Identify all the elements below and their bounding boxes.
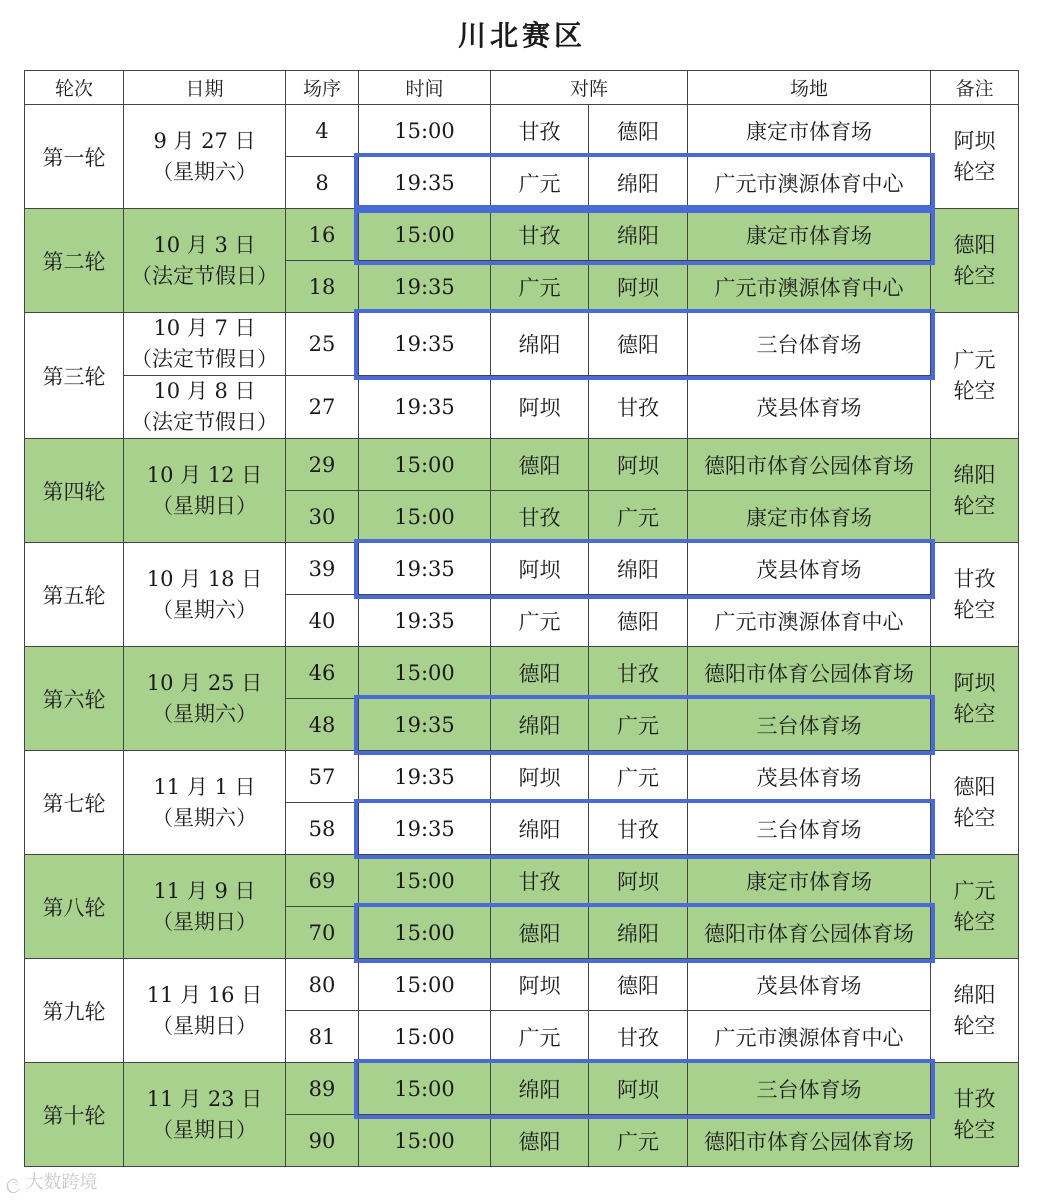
round-name: 第六轮 bbox=[25, 647, 124, 751]
line: 11 月 9 日 bbox=[153, 878, 256, 903]
away-team: 广元 bbox=[589, 699, 688, 751]
line: （星期六） bbox=[152, 159, 257, 184]
away-team: 德阳 bbox=[589, 595, 688, 647]
match-date bbox=[124, 313, 286, 376]
match-time: 15:00 bbox=[359, 907, 491, 959]
note-line: 甘孜 bbox=[953, 1086, 996, 1111]
note-line: 轮空 bbox=[953, 909, 996, 934]
line: 10 月 12 日 bbox=[146, 462, 263, 487]
match-seq: 58 bbox=[286, 803, 359, 855]
note-line: 德阳 bbox=[953, 774, 996, 799]
note-line: 广元 bbox=[953, 878, 996, 903]
match-seq: 16 bbox=[286, 209, 359, 261]
note-line: 轮空 bbox=[953, 805, 996, 830]
match-seq: 90 bbox=[286, 1115, 359, 1167]
match-time: 19:35 bbox=[359, 699, 491, 751]
venue: 康定市体育场 bbox=[688, 209, 931, 261]
bye-note bbox=[931, 209, 1019, 313]
bye-note bbox=[931, 647, 1019, 751]
bye-note bbox=[931, 1063, 1019, 1167]
note-line: 轮空 bbox=[953, 263, 996, 288]
venue: 茂县体育场 bbox=[688, 959, 931, 1011]
away-team: 绵阳 bbox=[589, 209, 688, 261]
line: （星期六） bbox=[152, 597, 257, 622]
away-team: 德阳 bbox=[589, 959, 688, 1011]
header-note: 备注 bbox=[931, 71, 1019, 105]
away-team: 甘孜 bbox=[589, 803, 688, 855]
line: 11 月 23 日 bbox=[146, 1086, 263, 1111]
match-seq: 18 bbox=[286, 261, 359, 313]
away-team: 德阳 bbox=[589, 313, 688, 376]
match-date bbox=[124, 105, 286, 209]
header-seq: 场序 bbox=[286, 71, 359, 105]
home-team: 阿坝 bbox=[491, 543, 589, 595]
venue: 德阳市体育公园体育场 bbox=[688, 1115, 931, 1167]
venue: 三台体育场 bbox=[688, 1063, 931, 1115]
match-date bbox=[124, 855, 286, 959]
round-name: 第四轮 bbox=[25, 439, 124, 543]
match-seq: 30 bbox=[286, 491, 359, 543]
schedule-table bbox=[24, 70, 1019, 1167]
line: （星期日） bbox=[152, 909, 257, 934]
away-team: 阿坝 bbox=[589, 1063, 688, 1115]
match-seq: 69 bbox=[286, 855, 359, 907]
line: （星期六） bbox=[152, 701, 257, 726]
away-team: 阿坝 bbox=[589, 439, 688, 491]
header-match: 对阵 bbox=[491, 71, 688, 105]
note-line: 阿坝 bbox=[953, 128, 996, 153]
match-time: 19:35 bbox=[359, 751, 491, 803]
table-row bbox=[25, 376, 1019, 439]
home-team: 甘孜 bbox=[491, 491, 589, 543]
venue: 德阳市体育公园体育场 bbox=[688, 439, 931, 491]
away-team: 甘孜 bbox=[589, 1011, 688, 1063]
round-name: 第三轮 bbox=[25, 313, 124, 439]
note-line: 轮空 bbox=[953, 1117, 996, 1142]
venue: 广元市澳源体育中心 bbox=[688, 157, 931, 209]
note-line: 阿坝 bbox=[953, 670, 996, 695]
match-time: 15:00 bbox=[359, 855, 491, 907]
match-time: 19:35 bbox=[359, 595, 491, 647]
venue: 茂县体育场 bbox=[688, 376, 931, 439]
venue: 三台体育场 bbox=[688, 699, 931, 751]
bye-note bbox=[931, 439, 1019, 543]
home-team: 德阳 bbox=[491, 1115, 589, 1167]
away-team: 阿坝 bbox=[589, 261, 688, 313]
line: 10 月 8 日 bbox=[153, 379, 256, 403]
match-time: 15:00 bbox=[359, 105, 491, 157]
home-team: 德阳 bbox=[491, 907, 589, 959]
match-seq: 48 bbox=[286, 699, 359, 751]
header-time: 时间 bbox=[359, 71, 491, 105]
table-row bbox=[25, 855, 1019, 907]
bye-note bbox=[931, 105, 1019, 209]
match-date bbox=[124, 439, 286, 543]
bye-note bbox=[931, 313, 1019, 439]
away-team: 甘孜 bbox=[589, 647, 688, 699]
match-seq: 25 bbox=[286, 313, 359, 376]
match-time: 15:00 bbox=[359, 959, 491, 1011]
away-team: 绵阳 bbox=[589, 157, 688, 209]
note-line: 轮空 bbox=[953, 1013, 996, 1038]
header-date: 日期 bbox=[124, 71, 286, 105]
home-team: 绵阳 bbox=[491, 313, 589, 376]
home-team: 绵阳 bbox=[491, 699, 589, 751]
round-name: 第十轮 bbox=[25, 1063, 124, 1167]
table-row bbox=[25, 647, 1019, 699]
note-line: 轮空 bbox=[953, 701, 996, 726]
round-name: 第一轮 bbox=[25, 105, 124, 209]
match-time: 15:00 bbox=[359, 1063, 491, 1115]
round-name: 第七轮 bbox=[25, 751, 124, 855]
match-date bbox=[124, 376, 286, 439]
line: 10 月 25 日 bbox=[146, 670, 263, 695]
match-seq: 80 bbox=[286, 959, 359, 1011]
home-team: 甘孜 bbox=[491, 855, 589, 907]
bye-note bbox=[931, 543, 1019, 647]
venue: 康定市体育场 bbox=[688, 855, 931, 907]
note-line: 轮空 bbox=[953, 378, 996, 403]
header-venue: 场地 bbox=[688, 71, 931, 105]
round-name: 第八轮 bbox=[25, 855, 124, 959]
note-line: 轮空 bbox=[953, 159, 996, 184]
away-team: 绵阳 bbox=[589, 907, 688, 959]
round-name: 第九轮 bbox=[25, 959, 124, 1063]
match-seq: 46 bbox=[286, 647, 359, 699]
note-line: 轮空 bbox=[953, 597, 996, 622]
home-team: 绵阳 bbox=[491, 803, 589, 855]
match-seq: 70 bbox=[286, 907, 359, 959]
match-date bbox=[124, 543, 286, 647]
match-date bbox=[124, 751, 286, 855]
away-team: 广元 bbox=[589, 1115, 688, 1167]
table-row bbox=[25, 105, 1019, 157]
note-line: 广元 bbox=[953, 347, 996, 372]
home-team: 甘孜 bbox=[491, 105, 589, 157]
match-time: 19:35 bbox=[359, 261, 491, 313]
match-date bbox=[124, 1063, 286, 1167]
watermark: ල 大数跨境 bbox=[6, 1172, 98, 1193]
table-row bbox=[25, 959, 1019, 1011]
away-team: 甘孜 bbox=[589, 376, 688, 439]
match-date bbox=[124, 647, 286, 751]
match-seq: 81 bbox=[286, 1011, 359, 1063]
note-line: 绵阳 bbox=[953, 462, 996, 487]
match-time: 15:00 bbox=[359, 491, 491, 543]
venue: 茂县体育场 bbox=[688, 751, 931, 803]
page-title: 川北赛区 bbox=[457, 19, 586, 52]
match-time: 15:00 bbox=[359, 647, 491, 699]
note-line: 绵阳 bbox=[953, 982, 996, 1007]
match-seq: 27 bbox=[286, 376, 359, 439]
home-team: 德阳 bbox=[491, 647, 589, 699]
away-team: 绵阳 bbox=[589, 543, 688, 595]
line: （法定节假日） bbox=[131, 347, 278, 371]
note-line: 轮空 bbox=[953, 493, 996, 518]
match-seq: 89 bbox=[286, 1063, 359, 1115]
match-time: 15:00 bbox=[359, 209, 491, 261]
match-seq: 29 bbox=[286, 439, 359, 491]
home-team: 广元 bbox=[491, 157, 589, 209]
match-seq: 57 bbox=[286, 751, 359, 803]
match-time: 15:00 bbox=[359, 439, 491, 491]
bye-note bbox=[931, 751, 1019, 855]
line: （星期日） bbox=[152, 493, 257, 518]
home-team: 甘孜 bbox=[491, 209, 589, 261]
bye-note bbox=[931, 855, 1019, 959]
line: 11 月 1 日 bbox=[153, 774, 256, 799]
header-row bbox=[25, 71, 1019, 105]
venue: 茂县体育场 bbox=[688, 543, 931, 595]
match-seq: 40 bbox=[286, 595, 359, 647]
venue: 康定市体育场 bbox=[688, 105, 931, 157]
venue: 三台体育场 bbox=[688, 803, 931, 855]
home-team: 广元 bbox=[491, 261, 589, 313]
away-team: 广元 bbox=[589, 751, 688, 803]
round-name: 第二轮 bbox=[25, 209, 124, 313]
line: （星期日） bbox=[152, 1013, 257, 1038]
header-round: 轮次 bbox=[25, 71, 124, 105]
match-time: 15:00 bbox=[359, 1115, 491, 1167]
away-team: 阿坝 bbox=[589, 855, 688, 907]
watermark-text: 大数跨境 bbox=[25, 1172, 98, 1193]
match-time: 19:35 bbox=[359, 313, 491, 376]
match-time: 19:35 bbox=[359, 803, 491, 855]
home-team: 广元 bbox=[491, 595, 589, 647]
line: 11 月 16 日 bbox=[146, 982, 263, 1007]
match-seq: 39 bbox=[286, 543, 359, 595]
line: （星期六） bbox=[152, 805, 257, 830]
table-row bbox=[25, 1063, 1019, 1115]
note-line: 德阳 bbox=[953, 232, 996, 257]
venue: 三台体育场 bbox=[688, 313, 931, 376]
home-team: 德阳 bbox=[491, 439, 589, 491]
match-seq: 4 bbox=[286, 105, 359, 157]
match-date bbox=[124, 959, 286, 1063]
match-time: 19:35 bbox=[359, 376, 491, 439]
line: 10 月 18 日 bbox=[146, 566, 263, 591]
match-time: 19:35 bbox=[359, 157, 491, 209]
line: 10 月 7 日 bbox=[153, 316, 256, 340]
table-row bbox=[25, 439, 1019, 491]
table-row bbox=[25, 209, 1019, 261]
bye-note bbox=[931, 959, 1019, 1063]
round-name: 第五轮 bbox=[25, 543, 124, 647]
home-team: 阿坝 bbox=[491, 751, 589, 803]
home-team: 绵阳 bbox=[491, 1063, 589, 1115]
venue: 广元市澳源体育中心 bbox=[688, 1011, 931, 1063]
line: （法定节假日） bbox=[131, 263, 278, 288]
venue: 康定市体育场 bbox=[688, 491, 931, 543]
match-time: 19:35 bbox=[359, 543, 491, 595]
line: 9 月 27 日 bbox=[153, 128, 256, 153]
note-line: 甘孜 bbox=[953, 566, 996, 591]
venue: 广元市澳源体育中心 bbox=[688, 595, 931, 647]
away-team: 广元 bbox=[589, 491, 688, 543]
home-team: 阿坝 bbox=[491, 376, 589, 439]
line: 10 月 3 日 bbox=[153, 232, 256, 257]
line: （星期日） bbox=[152, 1117, 257, 1142]
home-team: 广元 bbox=[491, 1011, 589, 1063]
venue: 德阳市体育公园体育场 bbox=[688, 907, 931, 959]
table-row bbox=[25, 751, 1019, 803]
table-row bbox=[25, 313, 1019, 376]
venue: 广元市澳源体育中心 bbox=[688, 261, 931, 313]
venue: 德阳市体育公园体育场 bbox=[688, 647, 931, 699]
table-row bbox=[25, 543, 1019, 595]
match-seq: 8 bbox=[286, 157, 359, 209]
match-time: 15:00 bbox=[359, 1011, 491, 1063]
home-team: 阿坝 bbox=[491, 959, 589, 1011]
away-team: 德阳 bbox=[589, 105, 688, 157]
match-date bbox=[124, 209, 286, 313]
line: （法定节假日） bbox=[131, 410, 278, 434]
